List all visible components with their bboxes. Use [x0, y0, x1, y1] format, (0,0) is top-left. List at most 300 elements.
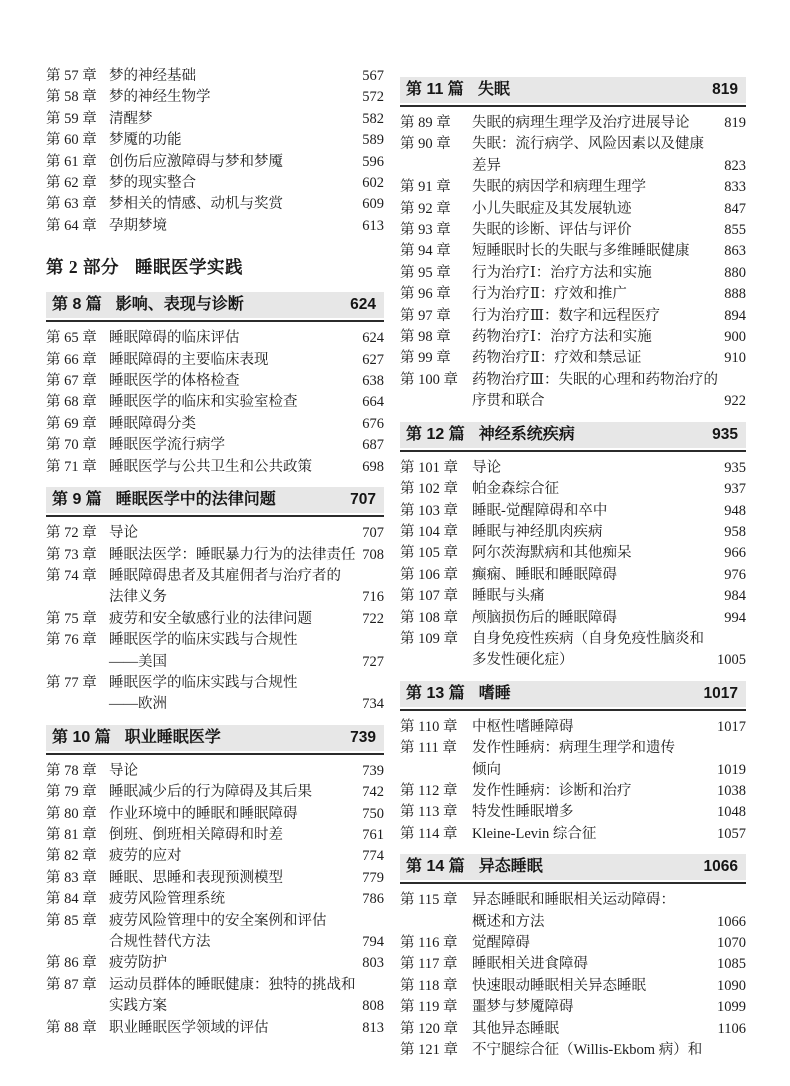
chapter-label: 第 83 章	[46, 869, 97, 886]
section-title: 神经系统疾病	[478, 425, 575, 443]
chapter-row	[400, 479, 746, 500]
chapter-row	[46, 761, 384, 782]
chapter-page: 994	[724, 609, 746, 626]
chapter-page: 1106	[717, 1020, 746, 1037]
chapter-title: 疲劳的应对	[109, 848, 182, 865]
chapter-label: 第 104 章	[400, 523, 458, 540]
chapter-page: 727	[362, 653, 384, 670]
chapter-label: 第 88 章	[46, 1019, 97, 1036]
chapter-label: 第 62 章	[46, 175, 97, 192]
chapter-title: 行为治疗Ⅱ：疗效和推广	[472, 286, 627, 303]
chapter-row	[400, 781, 746, 802]
chapter-label: 第 82 章	[46, 848, 97, 865]
chapter-row	[46, 932, 384, 953]
chapter-title: 梦魇的功能	[109, 132, 182, 149]
toc-column-left	[46, 66, 384, 1061]
section-label: 第 10 篇	[52, 728, 111, 746]
section-label: 第 11 篇	[406, 81, 464, 98]
section-page: 1017	[703, 684, 738, 702]
chapter-page: 1048	[717, 804, 746, 821]
chapter-title: 睡眠与头痛	[472, 588, 545, 605]
part-label: 第 2 部分	[46, 257, 119, 278]
chapter-label: 第 73 章	[46, 546, 97, 563]
section-band	[400, 422, 746, 448]
chapter-title: 失眠的诊断、评估与评价	[472, 222, 632, 239]
chapter-label: 第 93 章	[400, 222, 451, 239]
chapter-page: 976	[724, 566, 746, 583]
chapter-title: 中枢性嗜睡障碍	[472, 718, 574, 735]
chapter-page: 664	[362, 394, 384, 411]
chapter-row	[46, 673, 384, 694]
chapter-row	[400, 327, 746, 348]
chapter-label: 第 102 章	[400, 481, 458, 498]
chapter-label: 第 80 章	[46, 805, 97, 822]
chapter-label: 第 109 章	[400, 630, 458, 647]
section-header	[400, 681, 746, 711]
chapter-page: 833	[724, 179, 746, 196]
chapter-label: 第 64 章	[46, 217, 97, 234]
chapter-row	[400, 241, 746, 262]
chapter-row	[400, 933, 746, 954]
chapter-row	[46, 846, 384, 867]
section-band	[46, 487, 384, 513]
chapter-page: 1019	[717, 761, 746, 778]
part-heading	[46, 254, 384, 279]
chapter-row	[400, 522, 746, 543]
section-band	[46, 292, 384, 318]
chapter-title: 睡眠医学的临床实践与合规性	[109, 674, 298, 691]
chapter-label: 第 87 章	[46, 976, 97, 993]
section-page: 819	[712, 81, 738, 98]
chapter-label: 第 100 章	[400, 371, 458, 388]
chapter-page: 819	[724, 115, 746, 131]
chapter-row	[46, 523, 384, 544]
section-label: 第 9 篇	[52, 491, 102, 509]
chapter-label: 第 113 章	[400, 804, 458, 821]
chapter-page: 900	[724, 329, 746, 346]
chapter-row	[400, 738, 746, 759]
chapter-row	[46, 587, 384, 608]
chapter-page: 707	[362, 525, 384, 542]
section-rule	[46, 753, 384, 755]
chapter-row	[46, 371, 384, 392]
chapter-title: 序贯和联合	[472, 393, 545, 410]
section-band	[400, 77, 746, 103]
chapter-row	[46, 782, 384, 803]
chapter-title: 梦的神经基础	[109, 68, 196, 84]
section-header	[46, 725, 384, 755]
section-title: 职业睡眠医学	[124, 728, 221, 746]
chapter-page: 750	[362, 805, 384, 822]
chapter-title: 阿尔茨海默病和其他痴呆	[472, 545, 632, 562]
chapter-page: 803	[362, 955, 384, 972]
chapter-title: 孕期梦境	[109, 217, 167, 234]
chapter-label: 第 76 章	[46, 632, 97, 649]
chapter-page: 1017	[717, 718, 746, 735]
section-band	[400, 681, 746, 707]
chapter-title: 其他异态睡眠	[472, 1020, 559, 1037]
chapter-row	[400, 1019, 746, 1040]
section-label: 第 8 篇	[52, 296, 102, 314]
chapter-row	[400, 156, 746, 177]
chapter-row	[46, 694, 384, 715]
chapter-row	[46, 414, 384, 435]
chapter-row	[46, 109, 384, 130]
chapter-title: ——美国	[109, 653, 167, 670]
chapter-page: 855	[724, 222, 746, 239]
chapter-title: 疲劳风险管理系统	[109, 891, 225, 908]
chapter-title: 倾向	[472, 761, 501, 778]
chapter-label: 第 103 章	[400, 502, 458, 519]
chapter-label: 第 106 章	[400, 566, 458, 583]
section-rule	[400, 450, 746, 452]
chapter-page: 582	[362, 110, 384, 127]
chapter-row	[46, 996, 384, 1017]
section-header	[46, 487, 384, 517]
chapter-title: 药物治疗Ⅲ：失眠的心理和药物治疗的	[472, 371, 718, 388]
chapter-label: 第 92 章	[400, 200, 451, 217]
chapter-title: 失眠：流行病学、风险因素以及健康	[472, 136, 704, 153]
chapter-page: 1085	[717, 956, 746, 973]
chapter-row	[400, 608, 746, 629]
section-label: 第 12 篇	[406, 425, 465, 443]
chapter-page: 847	[724, 200, 746, 217]
chapter-page: 958	[724, 523, 746, 540]
chapter-row	[46, 435, 384, 456]
chapter-page: 761	[362, 826, 384, 843]
chapter-label: 第 61 章	[46, 153, 97, 170]
chapter-label: 第 118 章	[400, 977, 458, 994]
chapter-title: 睡眠障碍的临床评估	[109, 330, 240, 347]
chapter-label: 第 96 章	[400, 286, 451, 303]
chapter-title: 失眠的病理生理学及治疗进展导论	[472, 115, 690, 131]
chapter-page: 813	[362, 1019, 384, 1036]
chapter-page: 624	[362, 330, 384, 347]
section-page: 624	[350, 296, 376, 314]
chapter-label: 第 60 章	[46, 132, 97, 149]
chapter-title: 睡眠障碍的主要临床表现	[109, 351, 269, 368]
chapter-label: 第 114 章	[400, 825, 458, 842]
chapter-row	[46, 130, 384, 151]
chapter-label: 第 99 章	[400, 350, 451, 367]
chapter-title: 帕金森综合征	[472, 481, 559, 498]
chapter-page: 1038	[717, 782, 746, 799]
chapter-page: 739	[362, 762, 384, 779]
chapter-label: 第 72 章	[46, 525, 97, 542]
chapter-page: 888	[724, 286, 746, 303]
chapter-label: 第 67 章	[46, 373, 97, 390]
chapter-label: 第 94 章	[400, 243, 451, 260]
chapter-label: 第 86 章	[46, 955, 97, 972]
chapter-page: 572	[362, 89, 384, 106]
chapter-page: 779	[362, 869, 384, 886]
chapter-title: 创伤后应激障碍与梦和梦魇	[109, 153, 283, 170]
chapter-title: Kleine-Levin 综合征	[472, 825, 597, 842]
chapter-label: 第 116 章	[400, 935, 458, 951]
chapter-label: 第 74 章	[46, 567, 97, 584]
section-page: 707	[350, 491, 376, 509]
chapter-label: 第 68 章	[46, 394, 97, 411]
chapter-page: 638	[362, 373, 384, 390]
chapter-page: 966	[724, 545, 746, 562]
chapter-title: 疲劳防护	[109, 955, 167, 972]
chapter-row	[46, 911, 384, 932]
chapter-page: 687	[362, 437, 384, 454]
chapter-row	[400, 306, 746, 327]
chapter-row	[400, 954, 746, 975]
section-header	[400, 422, 746, 452]
chapter-label: 第 59 章	[46, 110, 97, 127]
chapter-title: 异态睡眠和睡眠相关运动障碍：	[472, 892, 675, 909]
chapter-page: 708	[362, 546, 384, 563]
chapter-title: 睡眠与神经肌肉疾病	[472, 523, 603, 540]
chapter-title: 药物治疗Ⅰ：治疗方法和实施	[472, 329, 652, 346]
chapter-row	[46, 825, 384, 846]
chapter-row	[400, 113, 746, 134]
chapter-title: 行为治疗Ⅰ：治疗方法和实施	[472, 264, 652, 281]
chapter-page: 676	[362, 415, 384, 432]
chapter-label: 第 84 章	[46, 891, 97, 908]
chapter-row	[46, 1018, 384, 1039]
toc-column-right	[400, 68, 746, 1061]
chapter-title: 睡眠医学的体格检查	[109, 373, 240, 390]
chapter-row	[400, 629, 746, 650]
chapter-row	[46, 889, 384, 910]
chapter-title: 概述和方法	[472, 913, 545, 930]
chapter-title: 作业环境中的睡眠和睡眠障碍	[109, 805, 298, 822]
chapter-page: 589	[362, 132, 384, 149]
chapter-title: 梦的现实整合	[109, 175, 196, 192]
chapter-page: 774	[362, 848, 384, 865]
chapter-page: 823	[724, 157, 746, 174]
chapter-row	[46, 868, 384, 889]
chapter-label: 第 78 章	[46, 762, 97, 779]
chapter-title: 睡眠医学的临床和实验室检查	[109, 394, 298, 411]
chapter-title: 噩梦与梦魇障碍	[472, 999, 574, 1016]
chapter-title: 行为治疗Ⅲ：数字和远程医疗	[472, 307, 660, 324]
chapter-label: 第 90 章	[400, 136, 451, 153]
chapter-label: 第 58 章	[46, 89, 97, 106]
chapter-row	[400, 760, 746, 781]
chapter-title: 睡眠、思睡和表现预测模型	[109, 869, 283, 886]
section-band	[46, 725, 384, 751]
chapter-title: 睡眠法医学：睡眠暴力行为的法律责任	[109, 546, 356, 563]
chapter-row	[46, 804, 384, 825]
chapter-label: 第 89 章	[400, 115, 451, 131]
chapter-row	[400, 543, 746, 564]
chapter-row	[400, 391, 746, 412]
chapter-row	[46, 392, 384, 413]
chapter-label: 第 57 章	[46, 68, 97, 84]
chapter-row	[46, 66, 384, 87]
chapter-row	[400, 284, 746, 305]
chapter-label: 第 121 章	[400, 1042, 458, 1059]
chapter-label: 第 101 章	[400, 459, 458, 476]
chapter-label: 第 71 章	[46, 458, 97, 475]
chapter-label: 第 77 章	[46, 674, 97, 691]
chapter-label: 第 117 章	[400, 956, 458, 973]
chapter-page: 880	[724, 264, 746, 281]
chapter-row	[400, 997, 746, 1018]
chapter-page: 1066	[717, 913, 746, 930]
chapter-label: 第 105 章	[400, 545, 458, 562]
section-rule	[46, 515, 384, 517]
chapter-label: 第 66 章	[46, 351, 97, 368]
chapter-title: 小儿失眠症及其发展轨迹	[472, 200, 632, 217]
chapter-label: 第 97 章	[400, 307, 451, 324]
chapter-row	[400, 1040, 746, 1061]
section-label: 第 14 篇	[406, 858, 465, 876]
chapter-row	[400, 348, 746, 369]
chapter-title: 疲劳和安全敏感行业的法律问题	[109, 610, 312, 627]
section-title: 睡眠医学中的法律问题	[115, 491, 276, 509]
chapter-title: 睡眠-觉醒障碍和卒中	[472, 502, 608, 519]
chapter-title: 清醒梦	[109, 110, 153, 127]
chapter-page: 567	[362, 68, 384, 84]
chapter-label: 第 107 章	[400, 588, 458, 605]
chapter-row	[400, 177, 746, 198]
chapter-label: 第 85 章	[46, 912, 97, 929]
section-title: 嗜睡	[478, 684, 511, 702]
chapter-row	[400, 370, 746, 391]
chapter-row	[46, 173, 384, 194]
chapter-row	[400, 586, 746, 607]
chapter-row	[400, 501, 746, 522]
chapter-label: 第 79 章	[46, 784, 97, 801]
chapter-row	[46, 545, 384, 566]
section-page: 1066	[703, 858, 738, 876]
chapter-page: 1070	[717, 935, 746, 951]
chapter-label: 第 95 章	[400, 264, 451, 281]
chapter-title: 倒班、倒班相关障碍和时差	[109, 826, 283, 843]
chapter-title: 睡眠障碍分类	[109, 415, 196, 432]
chapter-row	[400, 717, 746, 738]
chapter-label: 第 75 章	[46, 610, 97, 627]
section-page: 935	[712, 425, 738, 443]
part-title: 睡眠医学实践	[135, 257, 243, 278]
section-band	[400, 854, 746, 880]
chapter-label: 第 120 章	[400, 1020, 458, 1037]
chapter-page: 937	[724, 481, 746, 498]
chapter-label: 第 63 章	[46, 196, 97, 213]
chapter-row	[400, 890, 746, 911]
chapter-title: 职业睡眠医学领域的评估	[109, 1019, 269, 1036]
chapter-row	[46, 609, 384, 630]
chapter-page: 698	[362, 458, 384, 475]
chapter-title: 药物治疗Ⅱ：疗效和禁忌证	[472, 350, 642, 367]
section-rule	[400, 105, 746, 107]
chapter-label: 第 108 章	[400, 609, 458, 626]
chapter-page: 602	[362, 175, 384, 192]
chapter-title: 导论	[109, 525, 138, 542]
chapter-title: 不宁腿综合征（Willis-Ekbom 病）和	[472, 1042, 703, 1059]
chapter-row	[46, 566, 384, 587]
chapter-title: 法律义务	[109, 589, 167, 606]
chapter-title: 短睡眠时长的失眠与多维睡眠健康	[472, 243, 690, 260]
chapter-label: 第 119 章	[400, 999, 458, 1016]
chapter-title: 睡眠障碍患者及其雇佣者与治疗者的	[109, 567, 341, 584]
chapter-page: 1057	[717, 825, 746, 842]
chapter-title: 颅脑损伤后的睡眠障碍	[472, 609, 617, 626]
chapter-row	[46, 152, 384, 173]
chapter-page: 722	[362, 610, 384, 627]
chapter-title: 多发性硬化症）	[472, 652, 574, 669]
chapter-page: 948	[724, 502, 746, 519]
chapter-label: 第 81 章	[46, 826, 97, 843]
chapter-title: 睡眠医学与公共卫生和公共政策	[109, 458, 312, 475]
chapter-page: 627	[362, 351, 384, 368]
chapter-row	[400, 824, 746, 845]
chapter-row	[46, 328, 384, 349]
chapter-title: 自身免疫性疾病（自身免疫性脑炎和	[472, 630, 704, 647]
chapter-label: 第 110 章	[400, 718, 458, 735]
chapter-row	[46, 975, 384, 996]
chapter-row	[46, 652, 384, 673]
chapter-label: 第 115 章	[400, 892, 458, 909]
chapter-page: 609	[362, 196, 384, 213]
section-header	[46, 292, 384, 322]
chapter-row	[400, 565, 746, 586]
chapter-row	[46, 953, 384, 974]
chapter-page: 910	[724, 350, 746, 367]
chapter-title: 发作性睡病：病理生理学和遗传	[472, 740, 675, 757]
chapter-title: 合规性替代方法	[109, 934, 211, 950]
chapter-title: 疲劳风险管理中的安全案例和评估	[109, 912, 327, 929]
chapter-row	[400, 802, 746, 823]
chapter-title: 睡眠减少后的行为障碍及其后果	[109, 784, 312, 801]
chapter-page: 922	[724, 393, 746, 410]
chapter-title: 运动员群体的睡眠健康：独特的挑战和	[109, 976, 356, 993]
chapter-page: 808	[362, 998, 384, 1015]
chapter-title: 特发性睡眠增多	[472, 804, 574, 821]
chapter-label: 第 111 章	[400, 740, 457, 757]
chapter-page: 1090	[717, 977, 746, 994]
chapter-title: 梦相关的情感、动机与奖赏	[109, 196, 283, 213]
chapter-title: 睡眠医学流行病学	[109, 437, 225, 454]
chapter-page: 596	[362, 153, 384, 170]
section-title: 影响、表现与诊断	[115, 296, 244, 314]
section-rule	[400, 882, 746, 884]
section-title: 异态睡眠	[478, 858, 543, 876]
chapter-title: 导论	[109, 762, 138, 779]
chapter-page: 786	[362, 891, 384, 908]
chapter-row	[46, 87, 384, 108]
chapter-page: 716	[362, 589, 384, 606]
chapter-title: 差异	[472, 157, 501, 174]
chapter-page: 794	[362, 934, 384, 950]
chapter-row	[400, 199, 746, 220]
chapter-label: 第 69 章	[46, 415, 97, 432]
chapter-title: 癫痫、睡眠和睡眠障碍	[472, 566, 617, 583]
chapter-row	[46, 216, 384, 237]
chapter-row	[46, 350, 384, 371]
chapter-row	[46, 630, 384, 651]
chapter-title: 睡眠医学的临床实践与合规性	[109, 632, 298, 649]
chapter-label: 第 112 章	[400, 782, 458, 799]
chapter-row	[46, 457, 384, 478]
chapter-page: 734	[362, 696, 384, 713]
section-header	[400, 77, 746, 107]
section-page: 739	[350, 728, 376, 746]
chapter-row	[400, 134, 746, 155]
section-header	[400, 854, 746, 884]
chapter-title: 梦的神经生物学	[109, 89, 211, 106]
chapter-page: 1099	[717, 999, 746, 1016]
section-rule	[400, 709, 746, 711]
chapter-row	[400, 263, 746, 284]
chapter-page: 863	[724, 243, 746, 260]
chapter-title: 发作性睡病：诊断和治疗	[472, 782, 632, 799]
